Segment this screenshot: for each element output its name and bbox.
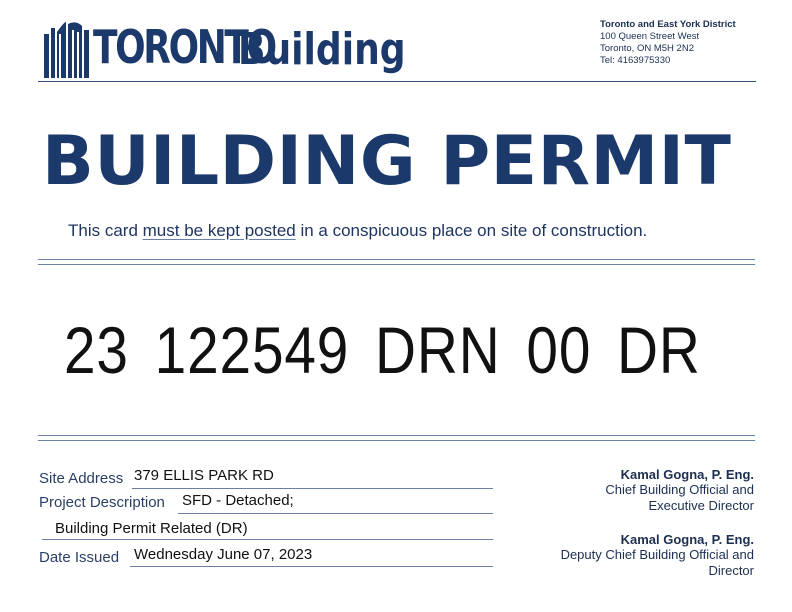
signatory-title-line-2: Director (708, 563, 754, 578)
project-description-value: SFD - Detached; (182, 492, 294, 509)
date-issued-label: Date Issued (39, 549, 120, 566)
project-description-underline (178, 513, 493, 514)
notice-text-before: This card (68, 221, 143, 240)
site-address-underline (132, 488, 493, 489)
permit-number-year: 23 (64, 313, 129, 387)
district-address-line-2: Toronto, ON M5H 2N2 (600, 43, 694, 54)
signatory-title-line-2: Executive Director (648, 498, 754, 513)
divider-upper (38, 259, 755, 265)
page-title: BUILDING PERMIT (42, 122, 732, 201)
header-divider (38, 81, 756, 82)
permit-number-revision: 00 (526, 313, 592, 387)
date-issued-underline (130, 566, 493, 567)
permit-number-sequence: 122549 (154, 313, 350, 387)
signatory-name: Kamal Gogna, P. Eng. (620, 532, 754, 547)
notice-text-underlined: must be kept posted (142, 221, 296, 240)
site-address-value: 379 ELLIS PARK RD (134, 467, 274, 484)
divider-lower (38, 435, 755, 441)
signatory-title-line-1: Chief Building Official and (605, 482, 754, 497)
date-issued-value: Wednesday June 07, 2023 (134, 546, 313, 563)
district-address-line-1: 100 Queen Street West (600, 31, 700, 42)
district-address-block (600, 19, 736, 67)
district-name: Toronto and East York District (600, 19, 736, 30)
logo-wordmark-building: Building (238, 24, 406, 75)
notice-text-after: in a conspicuous place on site of construction. (295, 221, 648, 240)
permit-number-type: DRN (375, 313, 501, 387)
project-description-value-line-2: Building Permit Related (DR) (55, 520, 248, 537)
permit-number-work-code: DR (617, 313, 701, 387)
signatory-chief (504, 467, 754, 514)
permit-number (64, 312, 701, 388)
signatory-deputy (504, 532, 754, 579)
logo-wordmark-toronto: TORONTO (93, 20, 275, 74)
signatory-title-line-1: Deputy Chief Building Official and (560, 547, 754, 562)
site-address-label: Site Address (39, 470, 124, 487)
district-phone: Tel: 4163975330 (600, 55, 671, 66)
posting-notice (68, 221, 647, 241)
toronto-city-hall-logo-icon (42, 20, 90, 78)
signatory-name: Kamal Gogna, P. Eng. (620, 467, 754, 482)
project-description-label: Project Description (39, 494, 165, 511)
project-description-underline-2 (42, 539, 493, 540)
